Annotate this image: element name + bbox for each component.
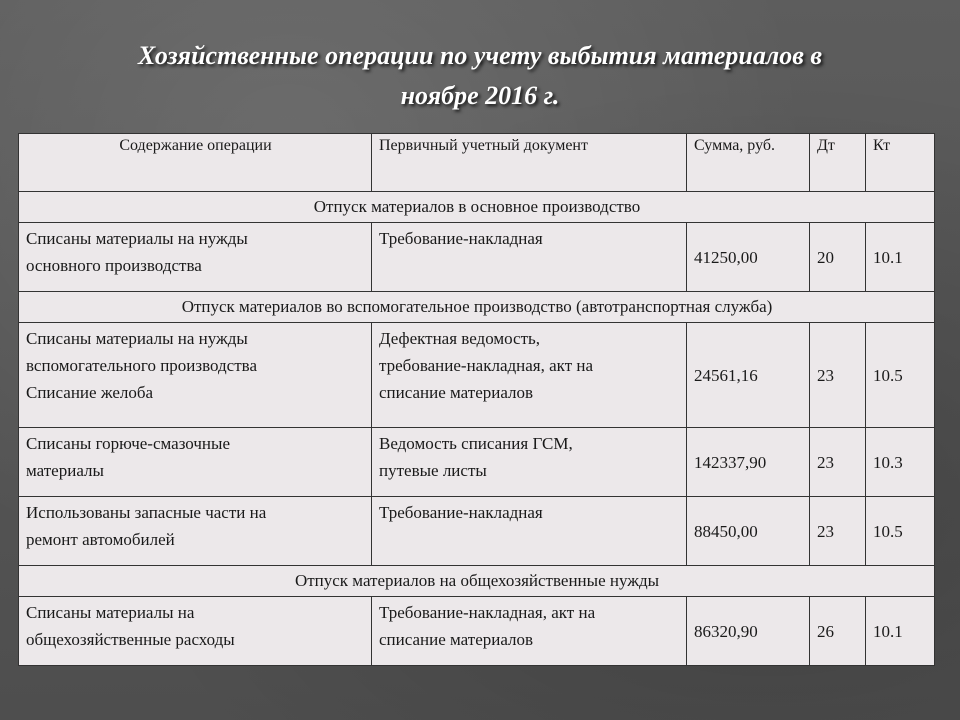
operation-line: Списаны материалы на нужды (26, 329, 248, 348)
document-line: списание материалов (379, 630, 534, 649)
credit-cell: 10.3 (866, 428, 935, 497)
document-cell (372, 597, 687, 666)
operation-line: Списаны материалы на (26, 603, 195, 622)
section-title: Отпуск материалов во вспомогательное производство (автотранспортная служба) (19, 292, 935, 323)
section-row (19, 566, 935, 597)
amount-cell: 41250,00 (687, 223, 810, 292)
table-row (19, 428, 935, 497)
section-title: Отпуск материалов в основное производство (19, 192, 935, 223)
operation-line: вспомогательного производства (26, 356, 257, 375)
section-row (19, 192, 935, 223)
title-line-1: Хозяйственные операции по учету выбытия материалов в (138, 41, 822, 70)
document-cell (372, 428, 687, 497)
debit-cell: 26 (810, 597, 866, 666)
operation-line: ремонт автомобилей (26, 530, 175, 549)
operation-line: Списаны материалы на нужды (26, 229, 248, 248)
debit-cell: 23 (810, 428, 866, 497)
table-header-row (19, 134, 935, 192)
credit-cell: 10.1 (866, 223, 935, 292)
page-title (40, 36, 920, 116)
document-line: Ведомость списания ГСМ, (379, 434, 573, 453)
title-line-2: ноябре 2016 г. (400, 81, 560, 110)
credit-cell: 10.1 (866, 597, 935, 666)
header-operation: Содержание операции (19, 134, 372, 192)
amount-cell: 24561,16 (687, 323, 810, 428)
operation-line: Использованы запасные части на (26, 503, 267, 522)
debit-cell: 23 (810, 323, 866, 428)
document-line: Требование-накладная (379, 503, 543, 522)
document-cell (372, 223, 687, 292)
section-title: Отпуск материалов на общехозяйственные нужды (19, 566, 935, 597)
table-row (19, 323, 935, 428)
document-line: требование-накладная, акт на (379, 356, 594, 375)
document-cell (372, 497, 687, 566)
amount-cell: 86320,90 (687, 597, 810, 666)
operations-table (18, 133, 935, 666)
debit-cell: 20 (810, 223, 866, 292)
operation-line: материалы (26, 461, 104, 480)
debit-cell: 23 (810, 497, 866, 566)
operation-cell (19, 597, 372, 666)
operation-line: основного производства (26, 256, 202, 275)
operation-line: общехозяйственные расходы (26, 630, 235, 649)
header-document: Первичный учетный документ (372, 134, 687, 192)
credit-cell: 10.5 (866, 497, 935, 566)
operation-cell (19, 323, 372, 428)
operation-cell (19, 497, 372, 566)
document-line: путевые листы (379, 461, 487, 480)
amount-cell: 142337,90 (687, 428, 810, 497)
operation-line: Списаны горюче-смазочные (26, 434, 230, 453)
section-row (19, 292, 935, 323)
table-row (19, 223, 935, 292)
operation-cell (19, 428, 372, 497)
document-line: Дефектная ведомость, (379, 329, 541, 348)
header-amount: Сумма, руб. (687, 134, 810, 192)
operation-line: Списание желоба (26, 383, 154, 402)
operation-cell (19, 223, 372, 292)
document-line: Требование-накладная, акт на (379, 603, 596, 622)
credit-cell: 10.5 (866, 323, 935, 428)
document-line: Требование-накладная (379, 229, 543, 248)
document-line: списание материалов (379, 383, 534, 402)
table-row (19, 597, 935, 666)
header-debit: Дт (810, 134, 866, 192)
document-cell (372, 323, 687, 428)
amount-cell: 88450,00 (687, 497, 810, 566)
header-credit: Кт (866, 134, 935, 192)
table-row (19, 497, 935, 566)
